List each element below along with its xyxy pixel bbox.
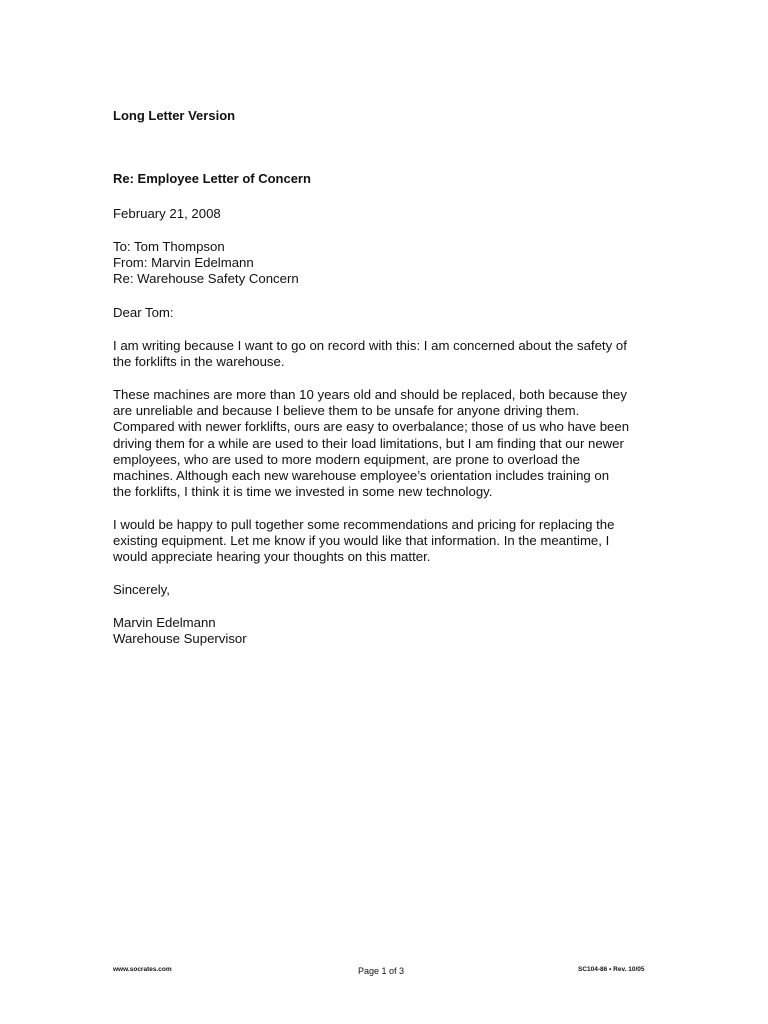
letter-body [113, 108, 673, 648]
memo-header [113, 239, 673, 288]
paragraph-1: I am writing because I want to go on record with this: I am concerned about the safety of the forklifts in the warehouse. [113, 338, 627, 370]
re-line: Re: Warehouse Safety Concern [113, 271, 299, 287]
version-title: Long Letter Version [113, 108, 236, 123]
letter-date: February 21, 2008 [113, 205, 221, 221]
signature-name: Marvin Edelmann [113, 614, 216, 630]
closing: Sincerely, [113, 581, 170, 597]
paragraph-2: These machines are more than 10 years old and should be replaced, both because they are unreliable and because I believe them to be unsafe for anyone driving them. Compared with newer forklifts, ours are easy to overbalance; those of us who have been driving them for a while are used to their load limitations, but I am finding that our newer employees, who are used to more modern equipment, are prone to overload the machines. Although each new warehouse employee’s orientation includes training on the forklifts, I think it is time we invested in some new technology. [113, 386, 630, 500]
salutation: Dear Tom: [113, 304, 174, 320]
footer-page-number: Page 1 of 3 [358, 966, 405, 976]
signature-title: Warehouse Supervisor [113, 631, 247, 647]
subject-heading: Re: Employee Letter of Concern [113, 171, 311, 187]
signature-block [113, 615, 673, 648]
to-line: To: Tom Thompson [113, 238, 225, 254]
from-line: From: Marvin Edelmann [113, 255, 254, 271]
footer-doc-code: SC104-86 • Rev. 10/05 [578, 966, 645, 973]
paragraph-3: I would be happy to pull together some recommendations and pricing for replacing the existing equipment. Let me know if you would like that information. In the meantime, I would appreciate hearing your thoughts on this matter. [113, 516, 615, 565]
footer-website: www.socrates.com [113, 966, 172, 973]
